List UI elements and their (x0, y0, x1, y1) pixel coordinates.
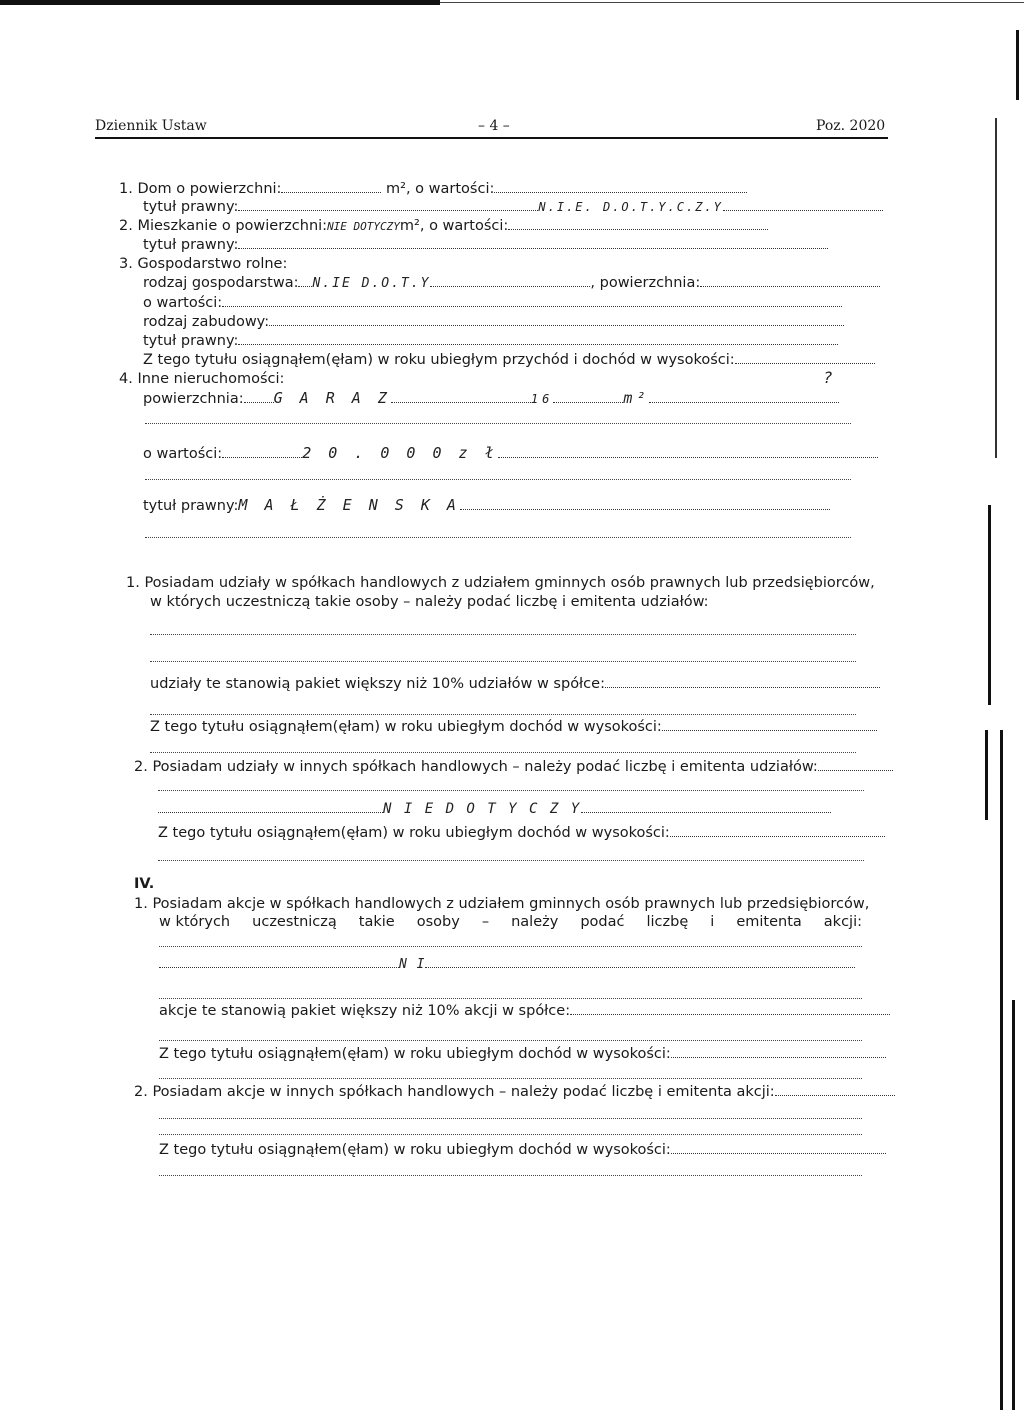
header-rule (95, 137, 888, 139)
house-title-line: tytuł prawny: N.I.E. D.O.T.Y.C.Z.Y (143, 198, 883, 216)
shares-question-2: 2. Posiadam udziały w innych spółkach handlowych – należy podać liczbę i emitenta udziałów: (134, 758, 893, 776)
stocks-question-1: 1. Posiadam akcje w spółkach handlowych z udziałem gminnych osób prawnych lub przedsiębiorców, (134, 896, 870, 912)
blank-line (150, 752, 856, 753)
stocks-answer-line: N I (159, 955, 855, 974)
section-iv-heading: IV. (134, 876, 155, 892)
blank-line (150, 661, 856, 662)
house-line: 1. Dom o powierzchni: m², o wartości: (119, 180, 747, 198)
blank-line (145, 479, 851, 480)
stocks-question-2: 2. Posiadam akcje w innych spółkach handlowych – należy podać liczbę i emitenta akcji: (134, 1083, 895, 1101)
apartment-line: 2. Mieszkanie o powierzchni:NIE DOTYCZYm², o wartości: (119, 217, 768, 236)
scan-top-thin-line (440, 2, 1024, 3)
blank-line (150, 714, 856, 715)
farm-type-line: rodzaj gospodarstwa: N.IE D.O.T.Y , powierzchnia: (143, 274, 880, 293)
shares-question-1: 1. Posiadam udziały w spółkach handlowych z udziałem gminnych osób prawnych lub przedsiębiorców, (126, 575, 875, 591)
scan-right-edge (995, 118, 997, 458)
farm-value-line: o wartości: (143, 294, 842, 312)
farm-title-line: tytuł prawny: (143, 332, 838, 350)
blank-line (158, 860, 864, 861)
handwritten-question-mark: ? (823, 368, 836, 387)
blank-line (159, 998, 862, 999)
blank-line (159, 1134, 862, 1135)
shares-answer-line: N I E D O T Y C Z Y (158, 800, 831, 818)
farm-income-line: Z tego tytułu osiągnąłem(ęłam) w roku ubiegłym przychód i dochód w wysokości: (143, 351, 875, 369)
shares-income-line: Z tego tytułu osiągnąłem(ęłam) w roku ubiegłym dochód w wysokości: (150, 718, 877, 736)
blank-line (145, 423, 851, 424)
other-property-value-line: o wartości: 2 0 . 0 0 0 z ł (143, 444, 878, 463)
blank-line (159, 1175, 862, 1176)
shares-2-income-line: Z tego tytułu osiągnąłem(ęłam) w roku ubiegłym dochód w wysokości: (158, 824, 885, 842)
header-position: Poz. 2020 (816, 118, 886, 134)
farm-heading: 3. Gospodarstwo rolne: (119, 256, 288, 272)
blank-line (145, 537, 851, 538)
other-property-heading: 4. Inne nieruchomości: (119, 371, 285, 387)
scan-right-edge (1016, 30, 1019, 100)
shares-10pct-line: udziały te stanowią pakiet większy niż 10% udziałów w spółce: (150, 675, 880, 693)
scan-right-edge (1012, 1000, 1015, 1410)
farm-buildings-line: rodzaj zabudowy: (143, 313, 844, 331)
blank-line (159, 946, 862, 947)
blank-line (159, 1118, 862, 1119)
stocks-2-income-line: Z tego tytułu osiągnąłem(ęłam) w roku ubiegłym dochód w wysokości: (159, 1141, 886, 1159)
stocks-10pct-line: akcje te stanowią pakiet większy niż 10% akcji w spółce: (159, 1002, 890, 1020)
scan-top-bar (0, 0, 440, 5)
scan-right-edge (1000, 730, 1003, 1410)
header-publication: Dziennik Ustaw (95, 118, 207, 134)
blank-line (159, 1040, 862, 1041)
blank-line (158, 790, 864, 791)
blank-line (159, 1078, 862, 1079)
shares-question-1-cont: w których uczestniczą takie osoby – należy podać liczbę i emitenta udziałów: (150, 594, 709, 610)
scan-right-edge (988, 505, 991, 705)
apartment-title-line: tytuł prawny: (143, 236, 828, 254)
other-property-area-line: powierzchnia: G A R A Z 16 m² (143, 389, 839, 408)
stocks-question-1-cont: w których uczestniczą takie osoby – należy podać liczbę i emitenta akcji: (159, 914, 862, 930)
blank-line (150, 634, 856, 635)
other-property-title-line: tytuł prawny:M A Ł Ż E N S K A (143, 496, 830, 515)
header-page-number: – 4 – (478, 118, 510, 134)
scan-right-edge (985, 730, 988, 820)
stocks-income-line: Z tego tytułu osiągnąłem(ęłam) w roku ubiegłym dochód w wysokości: (159, 1045, 886, 1063)
